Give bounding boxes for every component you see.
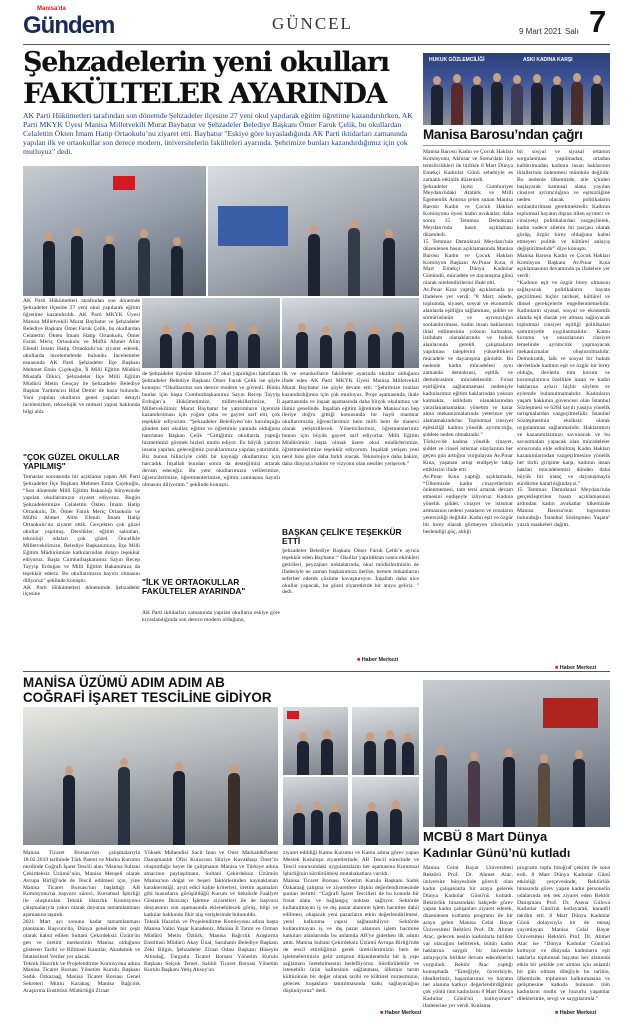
baro-col2-text: bir sosyal ve siyasal ortamın sorgulanması yapılmadan, ortadan kaldırılmadan kadının insan haklarının ihlallerinin önlenmesi mümkün değildir. Bu nedenle ülkemizde, aile içinden başlayarak kamusal alana yayılan cinsiyet ayrımcılığına ve eşitsizliğine neden olacak politikaların sonlandırılması gerekmektedir. Kadının toplumsal hayatın dışına itilen ayrımcı ve cinsiyetçi politikalardan vazgeçilerek, kadın sadece ailenin bir parçası olarak görüp, özgür birey olduğunu kabul etmeyen politik ve kültürel anlayış değiştirilmelidir” diye konuştu. Manisa Barosu Kadın ve Çocuk Hakları Komisyon Başkanı Av.Pınar Kına açıklamasının devamında şu ifadelere yer verdi: “Kadının eşit ve özgür birey olmasını sağlayacak politikaların hayata geçirilmesi hiçbir tarihsel, kültürel ve dinsel gerekçelerle engellenmemelidir. Kadınların siyasal, sosyal ve ekonomik alanda eşit olarak yer alması sağlayacak toplumsal cinsiyet eşitliği politikaları samimiyetle uygulanmalıdır. Kamu kurumu ve unsurlarının cinsiyet temelinde ayrımcılık yapmayacak mekanizmalar oluşturulmalıdır. Demokratik, laik ve sosyal bir hukuk devletinde kadının eşit ve özgür bir birey olduğu, devletin tüm kurum ve kuruluşlarınca özellikle insan ve kadın haklarına aykırı hiçbir söylem ve eylemde bulunulmamalıdır. Kadınların yaşam hakkının güvencesi olan İstanbul Sözleşmesi ve 6284 sayılı yasaya yönelik tartışmalardan vazgeçilmelidir. İstanbul Sözleşmesinin eksiksiz olarak uygulanması sağlanmalıdır. Haklarımızı ve kazanımlarımızı savunacak ve bu savunmaları yapacak olan mücadeleler sonucunda elde edinilmiş Kadın Hakları kazanımlarından vazgeçilmesine yönelik her türlü girişime karşı, kadının insan hakları mücadelemizi dünden daha büyük bir inanç ve dayanışmayla sürdürme kararlılığındayız.” 15 Temmuz Demokrasi Meydanı'nda gerçekleştirilen basın açıklamasının ardından kadın avukatlar ülkemizde Manisa Barosu'nun logosunun bulunduğu 'İstanbul Sözleşmesi Yaşatır' yazılı maskeleri dağıttı. xyxy=(517,149,610,528)
uzum-col1-text: Manisa Ticaret Borsası'nın çalışmalarıyla 18.02.2019 tarihinde Türk Patent ve Marka Kurumu nezdinde Coğrafi İşaret Tescili alan ‘Manisa Sultani Çekirdeksiz Üzümü’nün, Manisa Menşeli olarak Avrupa Birliği'nde de Tescil edilmesi için, yine Manisa Ticaret Borsası'nın başlattığı AB Komisyonu'na başvuru süreci, Kurumsal İşbirliği ile oluşturulan Teknik Hazırlık Komisyonu çalışmalarıyla yakın olarak doyuran tamamlanması aşamasına taşındı. 2021 Mart ayı sonuna kadar tamamlanması planlanan Başvuru'da, Dünya genelinde bir çeşit olarak kabul edilen Sultani Çekirdeksiz Üzüm'ün gen ve üretim merkezinin Manisa olduğunu gösteren Tarihi ve Bilimsel Kanıtlar, Akademik ve İstatistiksel Veriler yer alacak. Teknik Hazırlık ve Projelendirme Komisyonu adına Manisa Ticaret Borsası Yönetim Kurulu Başkanı Sadık Özkaraağ, Manisa Ticaret Borsası Genel Sekreteri Mutlu Karakaş, Manisa Bağcılık Araştırma Enstitüsü Müdürlüğü Ziraat xyxy=(23,850,140,995)
lead-headline-line1: Şehzadelerin yeni okulları xyxy=(23,47,389,78)
mcbu-byline: ■ Haber Merkezi xyxy=(555,1010,597,1016)
baro-headline: Manisa Barosu’ndan çağrı xyxy=(423,127,583,142)
lead-col1b-text: Temaslar sonrasında bir açıklama yapan AK Parti Şehzadeler İlçe Başkanı Mehmet Emin Çiçekoğlu, “Son dönemde Milli Eğitim Bakanlığı bünyesinde yapılan okullarımızın ziyaret ediyoruz. Bugün Şehzadelerimize Celalettin Ökten İmam Hatip Ortaokulu, Dr. Ömer Faruk Meriç Ortaokulu ve Müftü Ahmet Alim Efendi İmam Hatip Ortaokulu’nu ziyaret ettik. Gerçekten çok güzel okullar yapılmış. Derslikler, eğitim salonları, teknoloji odaları çok güzel. Öncelikle Milletvekilimize, Belediye Başkanımıza, İlçe Milli Eğitim Müdürümüze katkılarından dolayı teşekkür ediyoruz. Başta Cumhurbaşkanımız Sayın Recep Tayyip Erdoğan ve Milli Eğitim Bakanımıza da teşekkür ederiz. Bu okullarımızın hayırlı olmasını diliyoruz” şeklinde konuştu. AK Parti Hükümetleri döneminde Şehzadeler ilçesine xyxy=(23,474,140,598)
newspaper-logo[interactable] xyxy=(23,5,113,41)
issue-weekday: Salı xyxy=(565,27,579,36)
uzum-headline-line2: COĞRAFİ İŞARET TESCİLİNE GİDİYOR xyxy=(23,690,272,705)
lead-col3-text: ilk ve ortaokulların fakülteler ayarında okullar olduğunu ifade eden AK Parti MKYK Üyesi Manisa Milletvekili Murat Baybatur ise şöyle devam etti; “Şehrimize bunları kazandırdığımız için çok mutluyuz. Proje aşamasında, ihale aşamasında ve inşaat aşamasında daha birçok okulumuz var ilimiz genelinde. İnşallah eğitim öğretimde Manisa’nın hep ileriye doğru gittiği konusunda bir hayli mamnur okullarımızda öğrencilerimiz hem milli hem de manevi olarak yetiştiriliecek. Yöneticilerimiz, öğretmenlerimiz bunun için büyük gayret sarf ediyorlar. Milli Eğitim Müdürümüz başta olmak üzere okul müdürlerimize, öğretmenlerimize teşekkür ediyorum. İnşallah yetişen yeni nesil bize göre daha farklı olacak. Teknolojiye daha hakim, daha dünyaya hakim ve vizyonu olan nesiller yetişecek.” xyxy=(282,371,419,467)
issue-date: 9 Mart 2021 xyxy=(519,27,562,36)
lead-intro: AK Parti Hükümetleri tarafından son dönemde Şehzadeler ilçesine 27 yeni okul yapılarak eğitim öğretime kazandırılırken, AK Parti MKYK Üyesi Manisa Milletvekili Murat Baybatur ve Şehzadeler Belediye Başkanı Ömer Faruk Çelik, bu okullardan Celalettin Ökten İmam Hatip Ortaokulu’nu ziyaret etti. Baybatur "Eskiye göre kıyasladığında AK Parti iktidarları zamanında yapılan ilk ve ortaokullar son derece modern, üniversitelerin fakülteleri ayarında. Şehrimize bunları kazandırdığımız için çok mutluyuz" dedi. xyxy=(23,111,413,157)
logo-main-text: Gündem xyxy=(23,12,115,39)
lead-headline-line2: FAKÜLTELER AYARINDA xyxy=(23,77,386,110)
lead-col1-text: AK Parti Hükümetleri tarafından son dönemde Şehzadeler ilçesine 27 yeni okul yapılarak eğitim öğretime kazandırıldı. AK Parti MKYK Üyesi Manisa Milletvekili Murat Baybatur ve Şehzadeler Belediye Başkanı Ömer Faruk Çelik, bu okullardan Celalettin Ökten İmam Hatip Ortaokulu, Ömer Faruk Meriç Ortaokulu ve Müftü Ahmet Alim Efendi İmam Hatip Ortaokulu’nu ziyaret ederek, okullarda incelemelerde bulundu. İncelemeler esnasında AK Parti Şehzadeler İlçe Başkanı Mehmet Emin Çiçekoğlu, İl Milli Eğitim Müdürü Mustafa Dikici, Şehzadeler İlçe Milli Eğitim Müdürü Metin Gençay ile Şehzadeler Belediye Başkan Yardımcısı Bilal Demir de hazır bulundu. Yeni yapılan okulların genel yapıları detaylı incelenirken, teknolojik ve mimari yapısı hakkında bilgi aldı. xyxy=(23,298,140,415)
section-divider xyxy=(23,671,610,672)
baro-byline-text: Haber Merkezi xyxy=(559,665,597,671)
lead-subhead-2: "İLK VE ORTAOKULLAR FAKÜLTELER AYARINDA" xyxy=(142,577,246,596)
lead-photo-main xyxy=(23,166,206,296)
lead-subhead-1: "ÇOK GÜZEL OKULLAR YAPILMIŞ" xyxy=(23,452,120,471)
lead-photo-right xyxy=(208,166,419,296)
uzum-photo-main xyxy=(23,707,278,845)
lead-byline-text: Haber Merkezi xyxy=(361,657,399,663)
lead-photo-small-1 xyxy=(142,298,280,368)
lead-byline: ■ Haber Merkezi xyxy=(357,657,399,663)
uzum-photo-right-3 xyxy=(283,777,348,845)
lead-col3b-text: Şehzadeler Belediye Başkanı Ömer Faruk Çelik’e ayrıca teşekkür eden Baybatur “ Okullar yapıldıktan sonra ekinkleri getirileri, peyzajları noktalarında, okul müdürlerimizin de ifadesiyle ne zaman başkanımıza iletilse, hemen imkanlarını seferber ederek çözüme kavuşturuyor. İnşallah daha nice okullar yapacak, bu güzel ziyaretlerde bir araya geliriz. " dedi. xyxy=(282,548,419,596)
uzum-photo-right-1 xyxy=(283,707,348,775)
logo-top-text: Manisa'da xyxy=(37,6,66,12)
baro-photo-top xyxy=(423,53,610,125)
masthead-rule xyxy=(23,44,610,45)
uzum-headline-line1: MANİSA ÜZÜMÜ ADIM ADIM AB xyxy=(23,675,225,690)
uzum-col3-text: ziyaret edildiği Kamu Kurumu ve Kamu adına görev yapan Meslek Kuruluşu ziyaretlerinde, AB Tescil sürecinde ve Tescil sonrasındaki uygulamaların her aşamasına Kurumsal İşbirliğinin sürdürülmesi mutabakatlara varıldı. Manisa Ticaret Borsası Yönetim Kurulu Başkanı Sadık Özkaraağ çalışma ve ziyaretlere ilişkin değerlendirmesinde şunları belirtti: “Coğrafi İşaret Tescilleri de bu konuda bir fırsat alanı ve bağlangıç noktası sağlıyor. Sektörde kullanılmayan iş ve dış pazar alanının işlem hacmine dahil edilmesi, oluşacak yeni pazarların etkin değerlendirilmesi, yerel kalkınma yapısı sağlanabiliyor. Sektörde kullanılmayan iş ve dış pazar alanının işlem hacmine katkıları alanlarında bu anlamda AB'ye giderken ilk adımı attık. Manisa Sultani Çekirdeksiz Üzümü Avrupa Birliği'nde de tescil ettirdiğimiz gerek üreticilerimizin hem de işletmelerimizin gelir artışının düzenlenebilir bir iş yapı sağlaması üretebilmesini hedefliyoruz. Sürdürülebilir ve istenebilir ürün kalitesinin sağlanması, ülkemiz tarım kültürünün bir değer olarak tarihi ve kültürel mirasımızın, gelecek kuşaklara tanıtılmasında katkı sağlayacağını düşünüyoruz” dedi. xyxy=(283,850,419,995)
uzum-byline-text: Haber Merkezi xyxy=(384,1010,422,1016)
uzum-byline: ■ Haber Merkezi xyxy=(380,1010,422,1016)
lead-photo-small-2 xyxy=(282,298,419,368)
page-number: 7 xyxy=(589,4,607,39)
uzum-col2-text: Yüksek Mühendisi Sacit İnan ve Öner Markalı&Patent Danışmanlık Ofisi Kurucusu Hüriye Kavakbaşı Öner’in oluşturduğu heyet ile çalışmanın Manisa ve Türkiye adına amacının paylaşılmanı, Sultani Çekirdeksiz Üzümün Manisa'nın doğal ve beşeri faktörlerinden kaynaklanan karakteristiği, ayırt edici kalite kriterleri, üretim aşamaları gibi hususların görüşüldüğü Kurum ve Sektörde Faaliyet Gösteren İhracatçı İşletme ziyaretleri ile de başvuru dosyasının son aşamasında eklenebilecek görüş, bilgi ve katkılar hakkında fikir alış verişlerinde bulunuldu. Teknik Hazırlık ve Projelendirme Komisyonu adına başta Manisa Valisi Yaşar Karadeniz, Manisa İl Tarım ve Orman Müdürü Metin Öztürk, Manisa Bağcılık Araştırma Enstitüsü Müdürü Akay Ünal, Saruhanlı Belediye Başkanı Zeki Bilgin, Şehzadeler Ziraat Odası Başkanı Hüseyin Altındağ, Turgutlu Ticaret Borsası Yönetim Kurulu Başkanı Selçuk Temel, Salihli Ticaret Borsası Yönetim Kurulu Başkanı Yetiş Aksoy'un xyxy=(144,850,278,974)
uzum-photo-right-4 xyxy=(352,777,419,845)
baro-banner-1: HUKUK GÖZLEMCİLİĞİ xyxy=(429,57,485,63)
mcbu-headline-line1: MCBÜ 8 Mart Dünya xyxy=(423,829,548,844)
lead-subhead-3: BAŞKAN ÇELİK’E TEŞEKKÜR ETTİ xyxy=(282,527,402,546)
section-title: GÜNCEL xyxy=(272,14,353,33)
baro-byline: ■ Haber Merkezi xyxy=(555,665,597,671)
masthead xyxy=(0,0,633,46)
mcbu-headline-line2: Kadınlar Günü’nü kutladı xyxy=(423,846,571,860)
mcbu-photo xyxy=(423,680,610,827)
baro-col1-text: Manisa Barosu Kadın ve Çocuk Hakları Komisyonu, Akhisar ve Soma'daki ilçe temsilcilikleri ile birlikte 8 Mart Dünya Emekçi Kadınlar Günü sebebiyle es zamanlı etkinlik düzenledi. Şehzadeler ilçesi Cumhuriyet Meydanı'ndaki Atatürk ve Milli Egemenlik Anıtına çelen sunan Manisa Barosu Kadın ve Çocuk Hakları Komisyonu üyesi kadın avukatlar, daha sonra 15 Temmuz Demokrasi Meydanı'nda basın açıklaması düzenledi. 15 Temmuz Demokrasi Meydanı'nda düzenlenen basın açıklamasında Manisa Barosu Kadın ve Çocuk Hakları Komisyon Başkanı Av.Pınar Kına, 8 Mart Emekçi Dünya Kadınlar Günündü, mücadele ve dayanışma günü olarak nitelendirilerini ifade etti. Av.Pınar Kına yaptığı açıklamada şu ifadelere yer verdi: "8 Mart; ailede, toplumda, siyaset, sosyal ve ekonomik alanlarda eşitliğin sağlanması, şiddet ve sömürüsünün ve ayrımcılığın sonlandırılması, kadın insan haklarının ihlal edilmesinin yoksun kalmakta, istihdam olanaklarında ve hukuk alanlarında gerekli çalışmaların yapılması taleplerini yükselttikleri mücadele ve dayanışma günüdür. Bu nedenle kadın mücadelesi aynı zamanda demokrasi, eşitlik ve demokrasinin mücadelesidir. Fırsat eşitliğinin sağlanmamasi nedeniyle kadınlarımız eğitim haklarından yoksun kalmakta, istihdam olanaklarından yararlanamamakta; yönetim ve karar alma mekanizmalarında yeterince yer alamamaktadırlar. Toplumsal cinsiyet eşitsizliği kadına yönelik ayrımcılığa, şiddete neden olmaktadır.” Türkiye'de kadına yönelik cinayet, şiddet ve cinsel istismar olaylarının her geçen gün arttığını vurgulayan Av.Pınar Kına, yaşanan artışı endişeyle takip ettiklerini ifade etti. Av.Pınar Kına yaptığı açıklamada, “Ülkemizde kadın cinayetlerinin önlenmemesi, tam tersi artarak devam etmesini endişeyle izliyoruz. Kadına yönelik şiddet, cinayet ve istismar artmasının nedeni yasaların ve cezaların yetersizliği değildir. Kadın eşit ve özgür bir birey olarak görmeyen zihniyetin beslendiği güç, aldığı xyxy=(423,149,513,535)
mcbu-col1-text: Manisa Celal Bayar Üniversitesi Rektörü Prof. Dr. Ahmet Atac, üniversite bünyesinde görevli olan kadın çalışanlarla bir araya gelerek Dünya Kadınlar Günü'nü kutladı. Rektörlük binasındaki bahçede görev yapan kadın çalışanları ziyaret ederek, düzenlenen kutlama programı ile bir araya gelen Manisa Celal Bayar Üniversitesi Rektörü Prof. Dr. Ahmet Atac, gelecek neslin kadınlarla birlikte var olacağını belirterek, bütün kadın haklarına saygılı bir üniversite anlayışıyla birlikte devam edeceklerini vurguladı. Rektör Atac yaptığı konuşmada “Emeğiyle, özverisiyle, ideallerimiz, başarılarımız ve hayatın her alanına katkıyı değerlendirdiğimiz çok yönlü tüm kadınların 8 Mart Dünya Kadınlar Günü'nü kutluyorum” ifadelerine yer verdi. Kutlama xyxy=(423,865,513,1010)
baro-headline-rule xyxy=(423,145,610,146)
lead-col2-text: de Şehzadeler ilçesine itibaren 27 okul yapıldığını hatırlatan Şehzadeler Belediye Başkanı Ömer Faruk Çelik ise şöyle konuştu: “Okullarımız son derece modern ve güvenli. Bütün bunlar için başta Cumhurbaşkanımız Sayın Recep Tayyip Erdoğan’a Hükümetimize, milletvekillerimize, İl Milletvekilimiz Murat Baybatur bu yatırımların ilçemize kazandırılması için yoğun çaba ve gayret sarf etti, çok teşekkür ediyorum. “Şehzadeler Belediyesi’nin kuruluşuğu günden beri okullar, eğitim ve öğretimin yanında olduğunu hatırlatan Başkan Çelik “Gittiğimiz okullarda yaptığı hizmetimizi görmek bizleri mutlu ediyor. En büyük yatırım insana yapılan, geleceğimiz çocuklarımıza yapılan yatırımdır. Biz bunun bilinciyle ciddi bir kaynağı okullarımız için harcadık. İnşallah bundan sonra da desteğimizi artarak devam edeceğiz. Bu yeni okullarımızın velilerimize, öğrencilerimize, öğretmenlerimize, eğitim camiasına hayırlı olmasını diliyorum.” şeklinde konuştu. xyxy=(142,371,280,488)
lead-col2b-text: AK Parti iktidarları zamanında yapılan okulların eskiye göre kıyaslandığında son derece modern olduğunu, xyxy=(142,610,280,623)
mcbu-byline-text: Haber Merkezi xyxy=(559,1010,597,1016)
uzum-photo-right-2 xyxy=(352,707,419,775)
mcbu-col2-text: programı toplu fotoğraf çekimi ile sona erdi. 8 Mart Dünya Kadınlar Günü etkinliği çerçevesinde, Rektörlük binasında görev yapan kadın personelin odalarında tek tek ziyaret eden Rektör Danışmanı Prof. Dr. Asena Gülova Kadınlar Günü'nü kutlayarak, karanfil takdim etti. 8 Mart Dünya Kadınlar Günü dolayısıyla bir de mesaj yayımlayan Manisa Celal Bayar Üniversitesi Rektörü Prof. Dr. Ahmet Atac ise “Dünya Kadınlar Günü'nü kutluyor ve dünyada kadınların eşit haklarla toplumsal hayatın her alanında etkin bir şekilde yer alması için anlamlı bir gün olması dileğiyle bu tarihin, ülkemizde, toplumun kalkınmasına ve gelişmesine katkıda bulunan tüm kadınların mutlu ve huzurlu yaşamlar dileklerimle, sevgi ve saygılarımla.” xyxy=(517,865,610,1003)
baro-banner-2: ASKI KADINA KARŞI xyxy=(523,57,573,63)
